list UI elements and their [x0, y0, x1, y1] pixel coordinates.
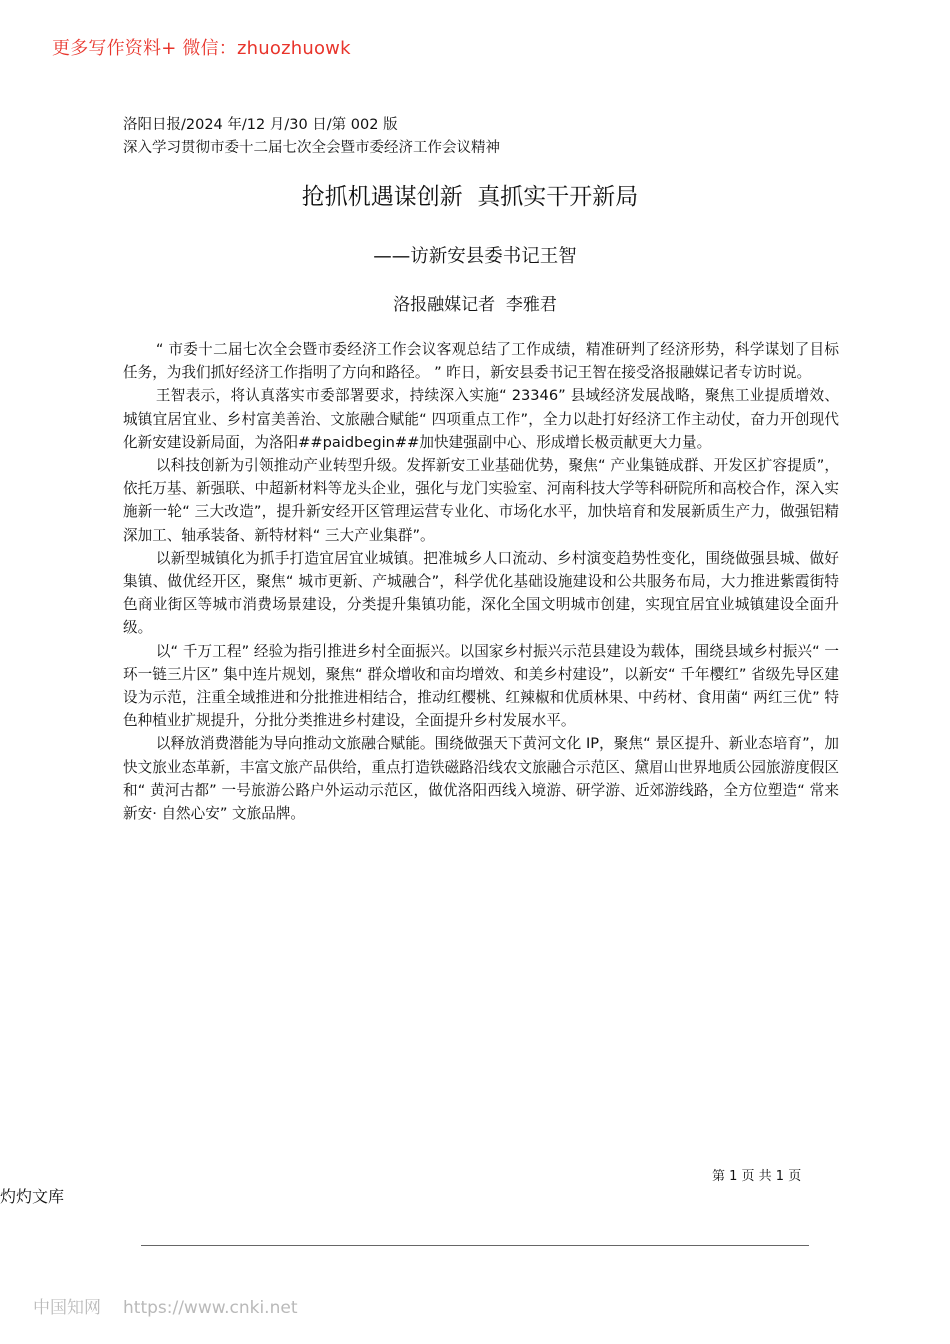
- article-paragraph: 以释放消费潜能为导向推动文旅融合赋能。围绕做强天下黄河文化 IP，聚焦“ 景区提升、新业态培育”，加快文旅业态革新，丰富文旅产品供给，重点打造铁磁路沿线农文旅融合示范区、黛眉山世界地质公园旅游度假区和“ 黄河古都” 一号旅游公路户外运动示范区，做优洛阳西线入境游、研学游、近郊游线路，全方位塑造“ 常来新安· 自然心安” 文旅品牌。: [123, 735, 839, 823]
- page-number: 第 1 页 共 1 页: [712, 1169, 802, 1184]
- watermark-url: https://www.cnki.net: [123, 1298, 298, 1318]
- article-headline: 抢抓机遇谋创新 真抓实干开新局: [301, 184, 639, 210]
- article-paragraph: 王智表示，将认真落实市委部署要求，持续深入实施“ 23346” 县域经济发展战略，聚焦工业提质增效、城镇宜居宜业、乡村富美善治、文旅融合赋能“ 四项重点工作”，全力以赴打好经济工作主动仗，奋力开创现代化新安建设新局面，为洛阳##paidbegin##加快建强副中心、形成增长极贡献更大力量。: [123, 387, 839, 451]
- series-title: 深入学习贯彻市委十二届七次全会暨市委经济工作会议精神: [123, 140, 500, 156]
- article-paragraph: 以科技创新为引领推动产业转型升级。发挥新安工业基础优势，聚焦“ 产业集链成群、开发区扩容提质”，依托万基、新强联、中超新材料等龙头企业，强化与龙门实验室、河南科技大学等科研院所和高校合作，深入实施新一轮“ 三大改造”，提升新安经开区管理运营专业化、市场化水平，加快培育和发展新质生产力，做强铝精深加工、轴承装备、新特材料“ 三大产业集群”。: [123, 457, 839, 544]
- article-byline: 洛报融媒记者 李雅君: [393, 295, 557, 315]
- footer-divider: [141, 1245, 809, 1246]
- article-body: [123, 338, 839, 825]
- article-paragraph: 以“ 千万工程” 经验为指引推进乡村全面振兴。以国家乡村振兴示范县建设为载体，围绕县域乡村振兴“ 一环一链三片区” 集中连片规划，聚焦“ 群众增收和亩均增效、和美乡村建设”，以新安“ 千年樱红” 省级先导区建设为示范，注重全域推进和分批推进相结合，推动红樱桃、红辣椒和优质林果、中药材、食用菌“ 两红三优” 特色种植业扩规提升，分批分类推进乡村建设，全面提升乡村发展水平。: [123, 642, 839, 730]
- library-name: 灼灼文库: [0, 1187, 65, 1206]
- cnki-watermark: [33, 1293, 297, 1318]
- promo-banner: 更多写作资料+ 微信：zhuozhuowk: [52, 38, 351, 59]
- article-paragraph: “ 市委十二届七次全会暨市委经济工作会议客观总结了工作成绩，精准研判了经济形势，科学谋划了目标任务，为我们抓好经济工作指明了方向和路径。 ” 昨日，新安县委书记王智在接受洛报融媒记者专访时说。: [123, 341, 839, 382]
- article-paragraph: 以新型城镇化为抓手打造宜居宜业城镇。把准城乡人口流动、乡村演变趋势性变化，围绕做强县城、做好集镇、做优经开区，聚焦“ 城市更新、产城融合”，科学优化基础设施建设和公共服务布局，大力推进紫霞街特色商业街区等城市消费场景建设，分类提升集镇功能，深化全国文明城市创建，实现宜居宜业城镇建设全面升级。: [123, 549, 839, 637]
- article-subheadline: ——访新安县委书记王智: [373, 246, 577, 267]
- source-info: 洛阳日报/2024 年/12 月/30 日/第 002 版: [123, 117, 398, 133]
- watermark-site-name: 中国知网: [33, 1298, 101, 1318]
